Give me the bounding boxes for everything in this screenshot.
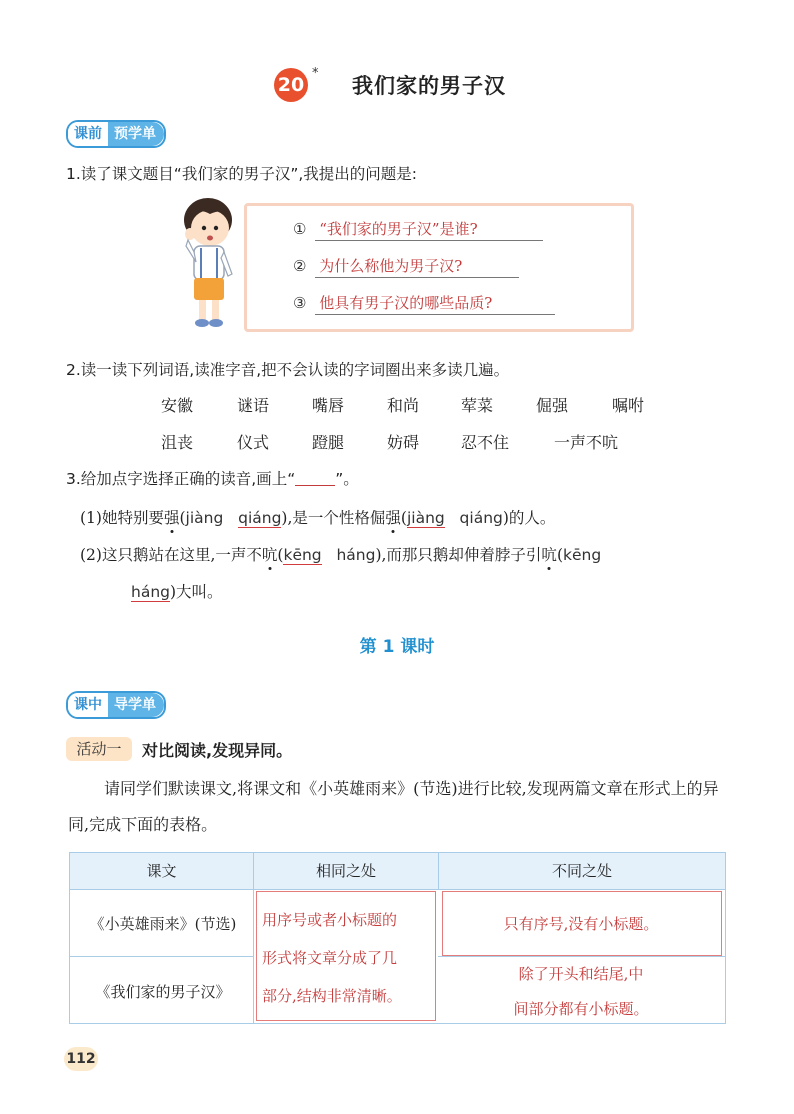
pre-study-badge-part2: 预学单 (108, 122, 164, 146)
answer-1-text: “我们家的男子汉”是谁? (315, 218, 543, 241)
question-3-text-before: 3.给加点字选择正确的读音,画上“ (66, 470, 296, 488)
same-line-1: 用序号或者小标题的 (262, 911, 398, 929)
word-item: 忍不住 (461, 433, 510, 452)
dotted-char: 强 (385, 509, 401, 527)
word-item: 嘴唇 (312, 396, 345, 415)
question-3-item-2 (80, 543, 740, 565)
pre-study-badge-part1: 课前 (68, 122, 108, 146)
word-item: 仪式 (237, 433, 270, 452)
table-header-diff: 不同之处 (439, 853, 725, 890)
answer-1-mark: ① (293, 220, 307, 238)
activity-tag: 活动一 (66, 737, 132, 761)
answer-2-mark: ② (293, 257, 307, 275)
lesson-number-badge: 20 (274, 68, 308, 102)
word-item: 谜语 (237, 396, 270, 415)
activity-title: 对比阅读,发现异同。 (142, 741, 293, 760)
answer-line-2 (293, 255, 519, 278)
same-line-2: 形式将文章分成了几 (262, 949, 398, 967)
table-header-same: 相同之处 (254, 853, 439, 890)
table-row-text-2: 《我们家的男子汉》 (95, 983, 231, 1001)
item-text: ),是一个性格倔 (281, 509, 386, 527)
diff-row-1: 只有序号,没有小标题。 (503, 915, 659, 933)
table-header-text: 课文 (70, 853, 254, 890)
instruction-paragraph: 请同学们默读课文,将课文和《小英雄雨来》(节选)进行比较,发现两篇文章在形式上的异同,完成下面的表格。 (68, 779, 719, 834)
dotted-char: 强 (163, 509, 180, 527)
item-text: (1)她特别要 (80, 509, 164, 527)
pinyin-option: jiàng (185, 509, 224, 527)
item-text: ( (400, 509, 407, 527)
pinyin-option-selected: háng (131, 583, 170, 601)
word-item: 倔强 (536, 396, 569, 415)
item-text: ( (277, 546, 284, 564)
pinyin-option-selected: qiáng (238, 509, 282, 527)
in-class-badge (66, 691, 166, 719)
question-1-answer-box (244, 203, 634, 332)
question-1: 1.读了课文题目“我们家的男子汉”,我提出的问题是: (66, 165, 417, 183)
same-line-3: 部分,结构非常清晰。 (262, 987, 402, 1005)
item-text: )的人。 (502, 509, 556, 527)
underline-sample (295, 485, 335, 486)
pre-study-badge (66, 120, 166, 148)
pinyin-option: háng (336, 546, 376, 564)
lesson-period-title: 第 1 课时 (359, 637, 435, 657)
lesson-title: 我们家的男子汉 (352, 74, 506, 98)
question-3-item-1 (80, 506, 555, 528)
pinyin-option-selected: jiàng (406, 509, 445, 527)
word-item: 嘱咐 (612, 396, 645, 415)
question-3 (66, 467, 359, 489)
dotted-char: 吭 (261, 546, 278, 564)
answer-2-text: 为什么称他为男子汉? (315, 255, 519, 278)
comparison-table (69, 852, 726, 1024)
dotted-char: 吭 (541, 546, 557, 564)
in-class-badge-part2: 导学单 (108, 693, 164, 717)
question-3-text-after: ”。 (335, 470, 359, 488)
boy-illustration (174, 196, 244, 332)
item-text: (2)这只鹅站在这里,一声不 (80, 546, 262, 564)
word-item: 安徽 (161, 396, 194, 415)
word-item: 妨碍 (387, 433, 420, 452)
word-item: 和尚 (387, 396, 420, 415)
word-item: 一声不吭 (554, 433, 619, 452)
question-3-item-2-cont (131, 580, 223, 602)
word-item: 沮丧 (161, 433, 194, 452)
diff-row-2-line-2: 间部分都有小标题。 (513, 1000, 649, 1018)
table-row-text-1: 《小英雄雨来》(节选) (89, 915, 237, 933)
in-class-badge-part1: 课中 (68, 693, 108, 717)
word-item: 荤菜 (461, 396, 494, 415)
answer-line-3 (293, 292, 555, 315)
answer-3-mark: ③ (293, 294, 307, 312)
item-text: ( (179, 509, 186, 527)
answer-3-text: 他具有男子汉的哪些品质? (315, 292, 555, 315)
page-number: 112 (64, 1047, 98, 1071)
pinyin-option: kēng (563, 546, 602, 564)
pinyin-option: qiáng (459, 509, 503, 527)
star-mark: * (312, 66, 319, 81)
pinyin-option-selected: kēng (283, 546, 322, 564)
diff-row-2-line-1: 除了开头和结尾,中 (518, 965, 644, 983)
item-text: )大叫。 (170, 583, 223, 601)
item-text: ( (556, 546, 563, 564)
question-2: 2.读一读下列词语,读准字音,把不会认读的字词圈出来多读几遍。 (66, 361, 510, 379)
word-item: 蹬腿 (312, 433, 345, 452)
answer-line-1 (293, 218, 543, 241)
item-text: ),而那只鹅却伸着脖子引 (375, 546, 542, 564)
